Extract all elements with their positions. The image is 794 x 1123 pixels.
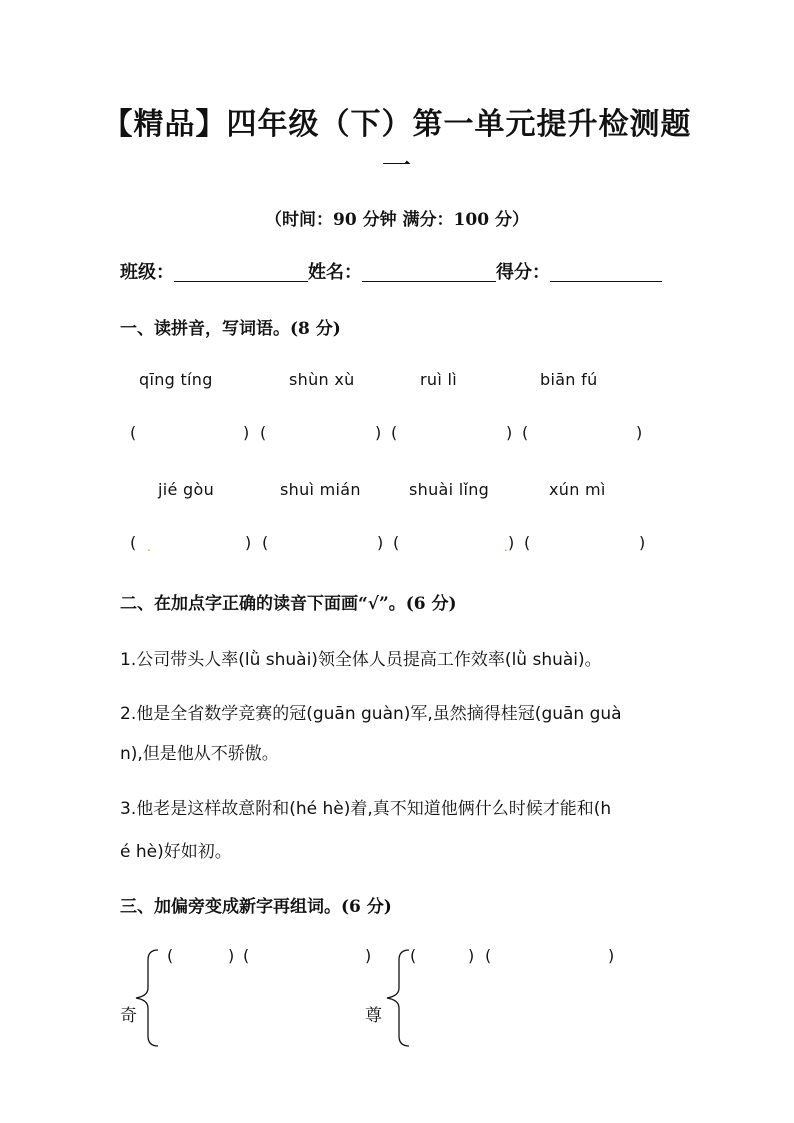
question-3-line2: é hè)好如初。: [120, 842, 232, 862]
stray-mark: .: [504, 540, 508, 554]
class-label: 班级：: [120, 262, 174, 283]
answer-paren-close: ): [245, 533, 252, 552]
brace-icon: [383, 948, 413, 1048]
name-blank[interactable]: [362, 261, 496, 282]
name-label: 姓名：: [308, 262, 362, 283]
section2-heading: 二、在加点字正确的读音下面画“√”。(6 分): [120, 594, 457, 614]
question-2-line2: n),但是他从不骄傲。: [120, 744, 279, 764]
pinyin-item: shùn xù: [289, 370, 355, 389]
base-character: 奇: [120, 1006, 137, 1026]
answer-paren-close: ): [468, 946, 475, 965]
answer-paren-close: ): [365, 946, 372, 965]
answer-paren-close: ): [636, 423, 643, 442]
answer-paren-open: (: [130, 533, 137, 552]
time-score-info: （时间：90 分钟 满分：100 分）: [265, 210, 529, 230]
answer-paren-open: (: [410, 946, 417, 965]
question-2-line1: 2.他是全省数学竞赛的冠(guān guàn)军,虽然摘得桂冠(guān guà: [120, 704, 622, 724]
answer-paren-close: ): [506, 423, 513, 442]
pinyin-item: jié gòu: [158, 480, 215, 499]
class-blank[interactable]: [174, 261, 308, 282]
question-1: 1.公司带头人率(lǜ shuài)领全体人员提高工作效率(lǜ shuài)。: [120, 650, 602, 670]
student-info-line: [120, 258, 662, 284]
page-title-continued: 一: [381, 149, 413, 184]
answer-paren-open: (: [262, 533, 269, 552]
answer-paren-close: ): [508, 533, 515, 552]
answer-paren-close: ): [377, 533, 384, 552]
page-title: 【精品】四年级（下）第一单元提升检测题: [102, 107, 692, 142]
pinyin-item: biān fú: [540, 370, 598, 389]
score-label: 得分：: [496, 262, 550, 283]
answer-paren-open: (: [522, 423, 529, 442]
answer-paren-open: (: [130, 423, 137, 442]
answer-paren-close: ): [228, 946, 235, 965]
question-3-line1: 3.他老是这样故意附和(hé hè)着,真不知道他俩什么时候才能和(h: [120, 799, 612, 819]
brace-icon: [132, 948, 162, 1048]
pinyin-item: qīng tíng: [139, 370, 213, 389]
answer-paren-close: ): [243, 423, 250, 442]
answer-paren-close: ): [608, 946, 615, 965]
pinyin-item: shuì mián: [280, 480, 361, 499]
section1-heading: 一、读拼音，写词语。(8 分): [120, 319, 341, 339]
base-character: 尊: [365, 1006, 382, 1026]
section3-heading: 三、加偏旁变成新字再组词。(6 分): [120, 897, 392, 917]
answer-paren-close: ): [375, 423, 382, 442]
pinyin-item: shuài lǐng: [409, 480, 490, 499]
pinyin-item: xún mì: [549, 480, 606, 499]
answer-paren-close: ): [639, 533, 646, 552]
answer-paren-open: (: [485, 946, 492, 965]
stray-mark: .: [147, 540, 151, 554]
score-blank[interactable]: [550, 261, 662, 282]
answer-paren-open: (: [524, 533, 531, 552]
pinyin-item: ruì lì: [420, 370, 457, 389]
answer-paren-open: (: [391, 423, 398, 442]
answer-paren-open: (: [167, 946, 174, 965]
answer-paren-open: (: [260, 423, 267, 442]
answer-paren-open: (: [243, 946, 250, 965]
answer-paren-open: (: [393, 533, 400, 552]
